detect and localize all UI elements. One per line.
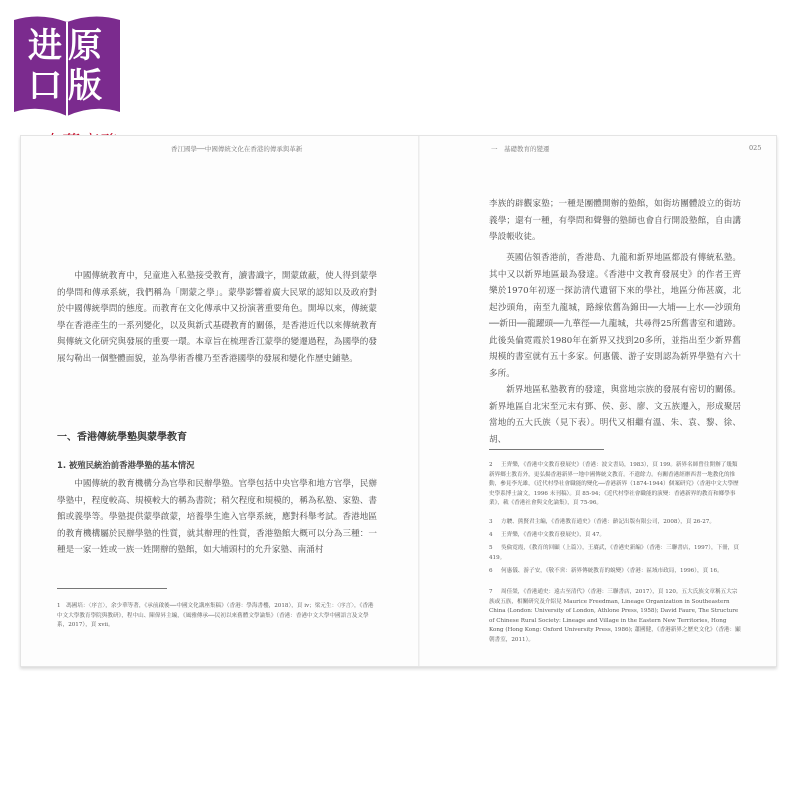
footnote-number: 5	[489, 545, 493, 551]
subsection-heading: 1. 被殖民統治前香港學塾的基本情況	[57, 460, 195, 470]
footnote-item	[489, 544, 741, 563]
footnote-text: 方駿、熊賢君主編，《香港教育通史》（香港：齡記出版有限公司，2008），頁 26-27。	[501, 519, 715, 525]
page-number: 025	[749, 144, 762, 152]
footnote-item	[489, 567, 741, 577]
footnote-item	[489, 531, 741, 541]
right-running-head: 一 基礎教育的變遷	[491, 145, 550, 153]
footnote-text: 王齊樂，《香港中文教育發展史》（香港：波文書局，1983），頁 199。新界名師曾往開辦了幾類新界鄉土教育外，更弘揚香港新界一地中國傳統文教育。不遺餘力。有關香港經辦西書一地教化的推動，參見李光雄，《近代村學社會職能的變化──香港新界（1874-1944）個案研究》（香港中文大學歷史學系博士論文，1996 未刊稿）。頁 85-94；《近代村學社會職能的演變：香港新界的教育和鄉學事業》，載《香港社會與文化論集》，頁 75-96。	[489, 462, 739, 506]
footnote-text: 吳倫霓霞，《教育的回顧（上篇）》，王賡武，《香港史新編》（香港：三聯書店，1997），下冊，頁 419。	[489, 545, 739, 561]
footnote-item	[489, 518, 741, 528]
right-footnote-rule	[489, 449, 604, 450]
original-import-badge	[12, 12, 122, 124]
footnote-number: 7	[489, 589, 493, 595]
left-body-paragraph: 中國傳統的教育機構分為官學和民辦學塾。官學包括中央官學和地方官學，民辦學塾中，程度較高、規模較大的稱為書院；稍欠程度和規模的，稱為私塾、家塾、書館或義學等。學塾提供蒙學啟蒙，培養學生進入官學系統，應對科舉考試。香港地區的教育機構屬於民辦學塾的性質，就其辦理的性質，香港塾館大概可以分為三種：一種是一家一姓或一族一姓開辦的塾館，如大埔頭村的允升家塾、南涌村	[57, 479, 377, 555]
footnote-number: 2	[489, 462, 493, 468]
footnote-item	[489, 461, 741, 509]
footnote-text: 王齊樂，《香港中文教育發展史》，頁 47。	[501, 532, 605, 538]
footnote-number: 4	[489, 532, 493, 538]
right-body-top: 李族的辟觀家塾；一種是團體開辦的塾館，如街坊團體設立的街坊義學；還有一種，有學問和聲譽的塾師也會自行開設塾館，自由講學設帳收徒。	[489, 199, 741, 242]
badge-line-2: 口版	[28, 66, 108, 106]
right-body-bottom: 新界地區私塾教育的發達，與當地宗族的發展有密切的關係。新界地區自北宋至元末有鄧、侯、彭、廖、文五族遷入，形成聚居當地的五大氏族（見下表）。明代又相繼有溫、朱、袁、黎、徐、胡、	[489, 385, 741, 445]
book-spine	[418, 136, 420, 666]
left-footnote-rule	[57, 588, 167, 589]
section-heading: 一、香港傳統學塾與蒙學教育	[57, 432, 187, 443]
footnote-text: 何惠儀、游子安，《敬不啻：新界傳統教育的蛻變》（香港：區域市政局，1996），頁 16。	[501, 568, 723, 574]
badge-line-1: 进原	[28, 26, 108, 66]
footnote-number: 3	[489, 519, 493, 525]
book-spread	[20, 135, 777, 667]
left-running-head: 香江國學──中國傳統文化在香港的傳承與革新	[171, 145, 303, 153]
intro-paragraph: 中國傳統教育中，兒童進入私塾接受教育，讀書識字，開蒙啟蔽，使人得到蒙學的學問和傳承系統，我們稱為「開蒙之學」。蒙學影響着廣大民眾的認知以及政府對於中國傳統學問的態度。而教育在文化傳承中又扮演著重要角色。開埠以來，傳統蒙學在香港產生的一系列變化，以及與新式基礎教育的關係，是香港近代以來傳統教育與傳統文化研究與發展的重要一環。本章旨在梳理香江蒙學的變遷過程，為國學的發展勾勒出一個整體面貌，並為學術香樓乃至香港國學的發展和變化作歷史鋪墊。	[57, 271, 377, 364]
right-body-middle: 英國佔領香港前，香港島、九龍和新界地區都設有傳統私塾。其中又以新界地區最為發達。《香港中文教育發展史》的作者王齊樂於1970年初逐一探訪清代遺留下來的學社，地區分佈甚廣，北起沙頭角，南至九龍城，路線依舊為錦田──大埔──上水──沙頭角──新田──龍躍頭──九華徑──九龍城，共尋得25所舊書室和遺跡。此後吳倫霓霞於1980年在新界又找到20多所，並指出至少新界舊規模的書室就有五十多家。何惠儀、游子安則認為新界學塾有六十多所。	[489, 253, 741, 379]
footnote-text: 周佳榮，《香港通史：遠古至清代》（香港：三聯書店，2017），頁 120。五大氏族文章稱五大宗族或五族，相關研究及介紹見 Maurice Freedman, Lineage Organization in Southeastern China (London: University of London, Athlone Press, 1958); David Faure, The Structure of Chinese Rural Society: Lineage and Village in the Eastern New Territories, Hong Kong (Hong Kong: Oxford University Press, 1986); 蕭國健，《香港新界之歷史文化》（香港：顯朝書室，2011）。	[489, 589, 741, 643]
footnote-number: 6	[489, 568, 493, 574]
left-footnote: 1 馮國培：〈序言〉，余少華等著，《承前啟後──中國文化講座集稿》（香港：學海書樓，2018），頁 iv；梁元生：〈序言〉，《香港中文大學教育學院與教研》，程中山、陳偉昇主編，《風雅傳承──民初以來舊體文學論集》（香港：香港中文大學中國語言及文學系，2017），頁 xvii。	[57, 603, 374, 628]
footnote-item	[489, 588, 741, 645]
